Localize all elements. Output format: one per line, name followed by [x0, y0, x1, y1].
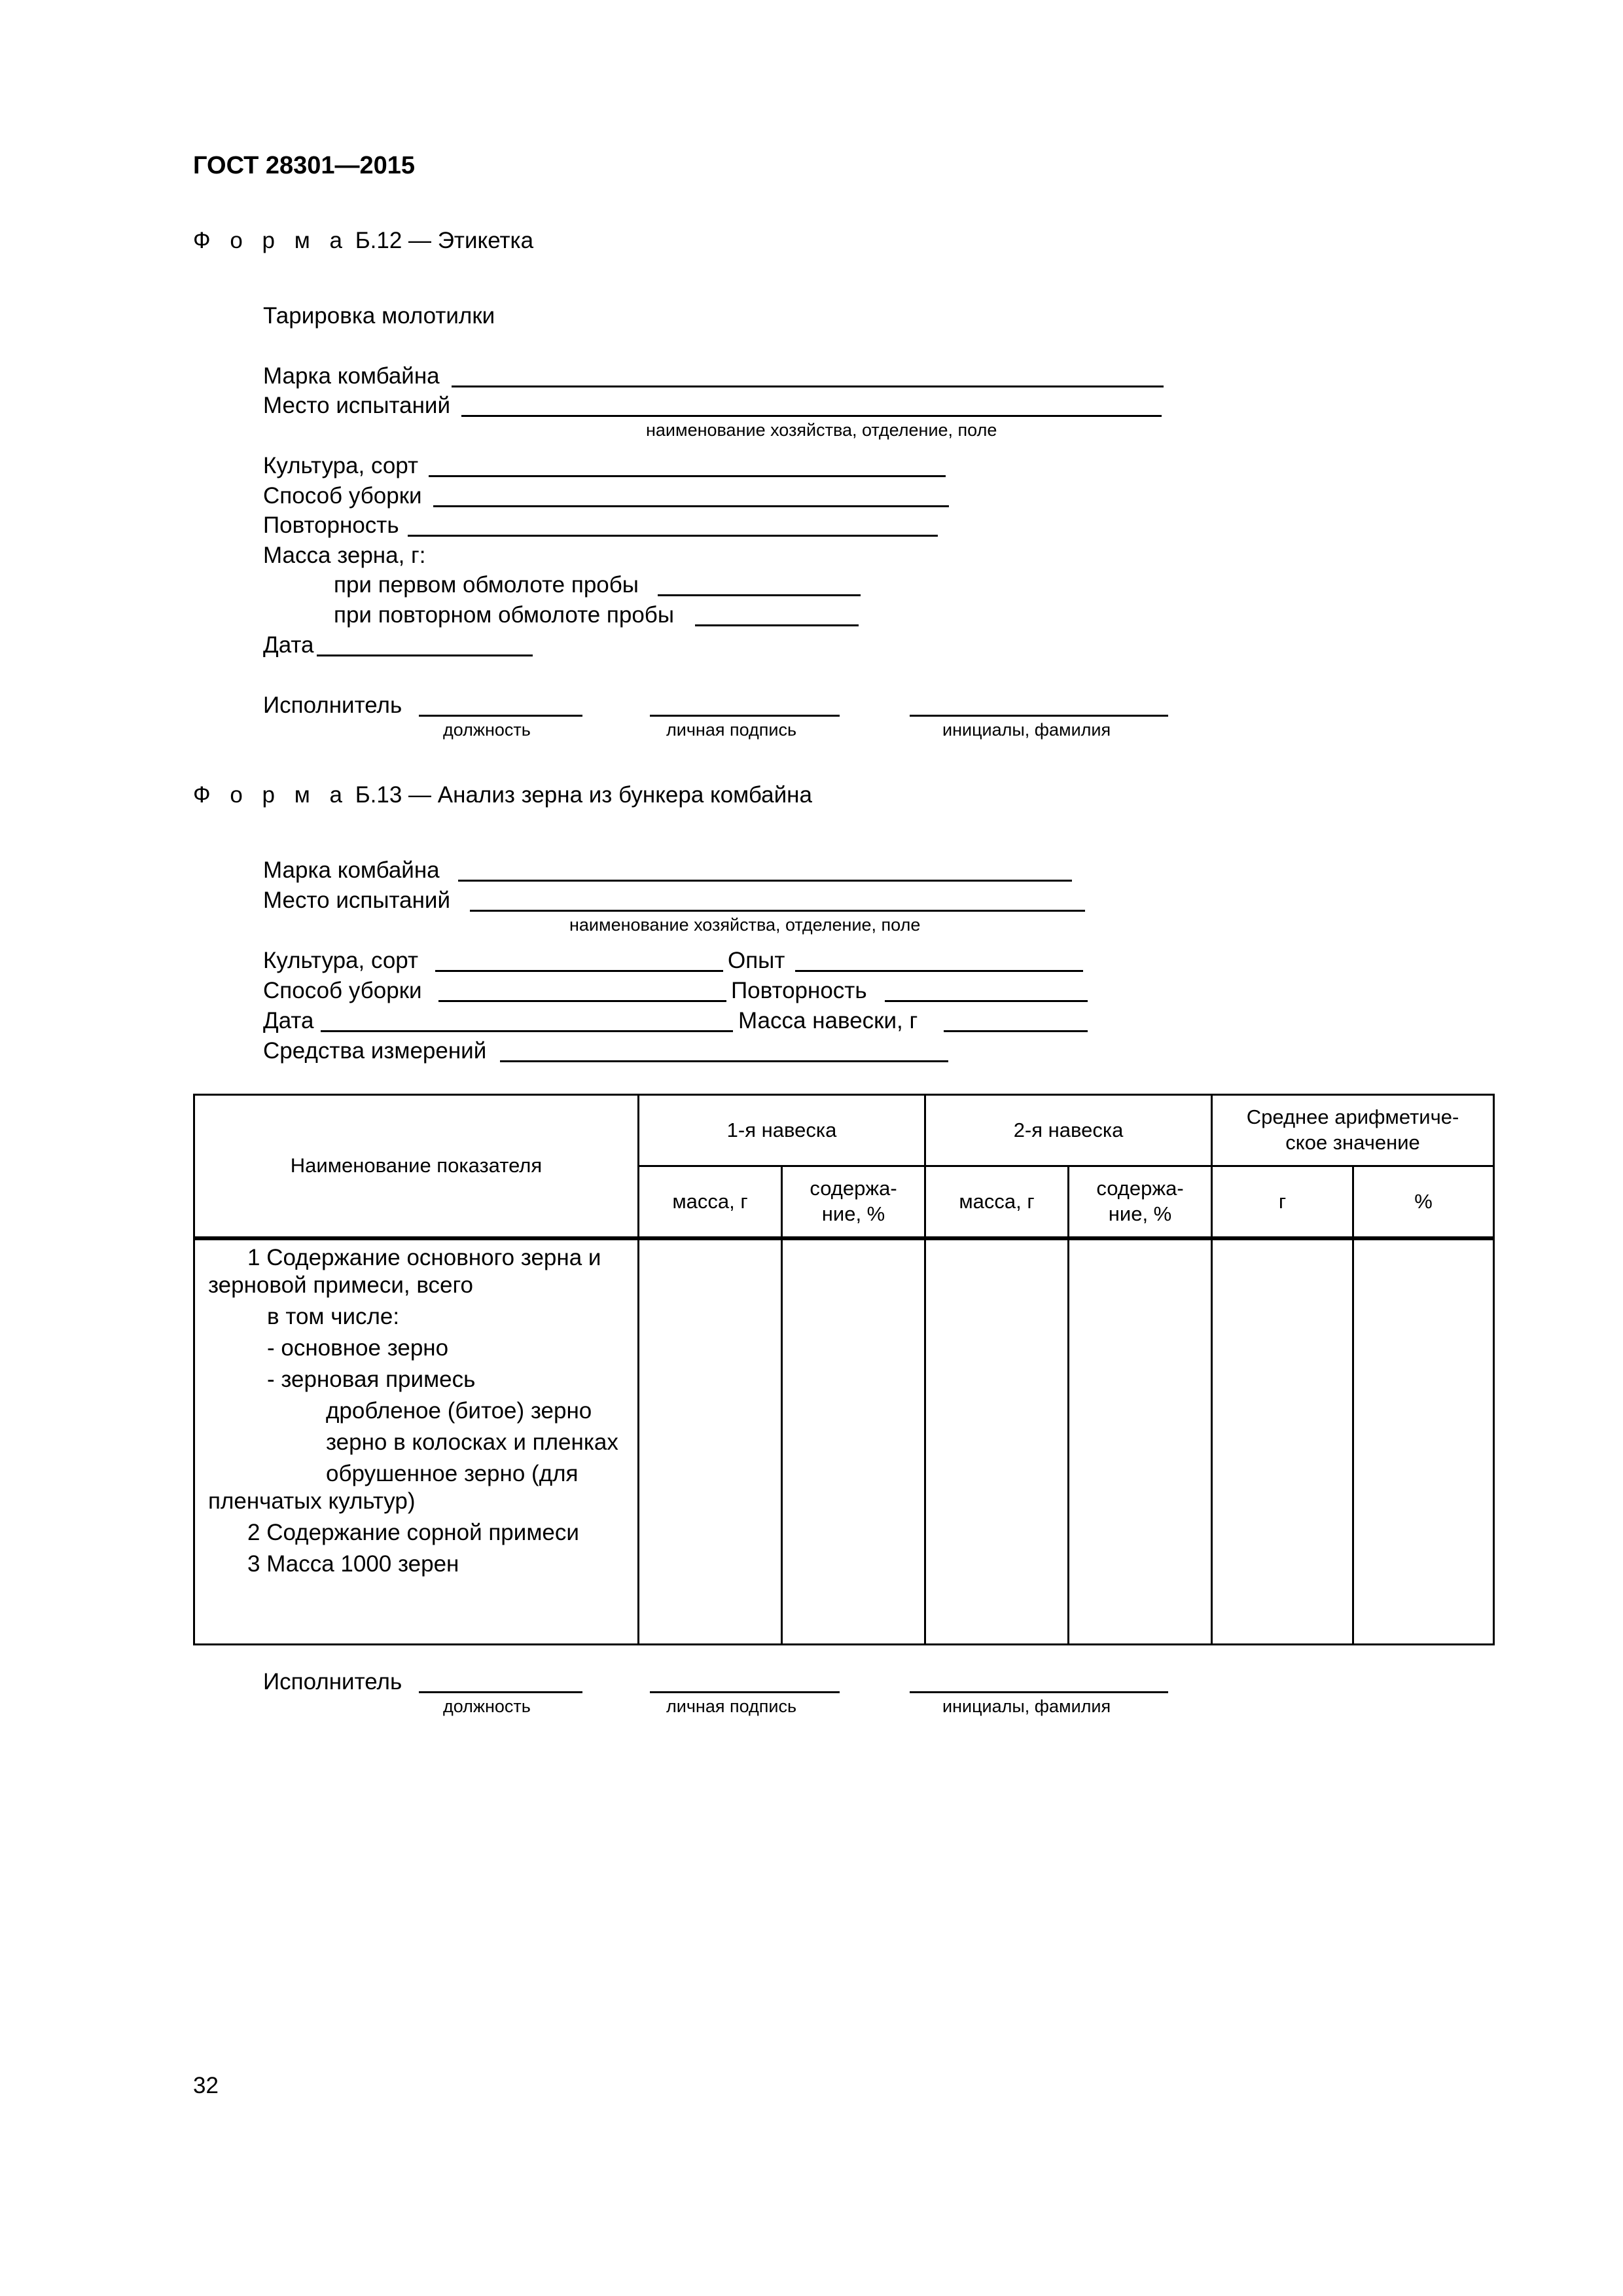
- indicator-item: дробленое (битое) зерно: [326, 1398, 592, 1424]
- header-sample1: 1-я навеска: [639, 1095, 925, 1166]
- field-line-first-threshing[interactable]: [658, 594, 861, 596]
- indicator-item: - основное зерно: [267, 1335, 449, 1361]
- indicator-item: в том числе:: [267, 1304, 400, 1329]
- field-line-measurement-means[interactable]: [500, 1060, 948, 1062]
- header-mean-line2: ское значение: [1285, 1131, 1420, 1154]
- field-line-sample-mass[interactable]: [944, 1030, 1088, 1032]
- field-line-combine-brand[interactable]: [452, 386, 1164, 387]
- form-word: Ф о р м а: [193, 782, 349, 808]
- label-harvest-method: Способ уборки: [263, 483, 422, 509]
- grain-analysis-table: [193, 1094, 1495, 1645]
- subheader-content: [782, 1166, 925, 1238]
- header-sample2: 2-я навеска: [925, 1095, 1212, 1166]
- caption-test-place: наименование хозяйства, отделение, поле: [569, 915, 921, 935]
- field-line-signature[interactable]: [650, 715, 840, 717]
- form-word: Ф о р м а: [193, 228, 349, 253]
- caption-position: должность: [443, 1696, 531, 1716]
- form-b12-title: [193, 229, 533, 252]
- caption-signature: личная подпись: [666, 720, 797, 740]
- indicator-list-cell: [194, 1240, 639, 1645]
- caption-initials: инициалы, фамилия: [942, 1696, 1111, 1716]
- indicator-list: [195, 1240, 637, 1587]
- form-b13-title: [193, 783, 812, 806]
- form-title-text: Б.13 — Анализ зерна из бункера комбайна: [355, 782, 812, 808]
- value-cell[interactable]: [925, 1240, 1069, 1645]
- label-sample-mass: Масса навески, г: [738, 1008, 918, 1033]
- value-cell[interactable]: [782, 1240, 925, 1645]
- label-repeat-threshing: при повторном обмолоте пробы: [334, 602, 675, 628]
- label-combine-brand: Марка комбайна: [263, 363, 440, 389]
- label-harvest-method: Способ уборки: [263, 978, 422, 1003]
- indicator-item: - зерновая примесь: [267, 1367, 476, 1392]
- subheader-content-line1: содержа-: [810, 1177, 897, 1200]
- field-line-date[interactable]: [321, 1030, 733, 1032]
- field-line-crop-variety[interactable]: [429, 475, 946, 477]
- field-line-crop-variety[interactable]: [435, 970, 723, 972]
- field-line-initials[interactable]: [910, 1691, 1168, 1693]
- header-mean: [1212, 1095, 1494, 1166]
- label-grain-mass: Масса зерна, г:: [263, 543, 426, 568]
- value-cell[interactable]: [1353, 1240, 1494, 1645]
- label-test-place: Место испытаний: [263, 888, 451, 913]
- header-mean-line1: Среднее арифметиче-: [1246, 1105, 1459, 1129]
- subheader-content: [1069, 1166, 1212, 1238]
- caption-initials: инициалы, фамилия: [942, 720, 1111, 740]
- indicator-item: 1 Содержание основного зерна и зерновой примеси, всего: [208, 1245, 601, 1298]
- field-line-harvest-method[interactable]: [438, 1000, 726, 1002]
- field-line-harvest-method[interactable]: [433, 505, 949, 507]
- page-number: 32: [193, 2073, 219, 2098]
- label-date: Дата: [263, 632, 314, 658]
- value-cell[interactable]: [639, 1240, 782, 1645]
- subheader-content-line2: ние, %: [1108, 1202, 1172, 1225]
- subheader-mass: масса, г: [925, 1166, 1069, 1238]
- subheader-percent: %: [1353, 1166, 1494, 1238]
- field-line-initials[interactable]: [910, 715, 1168, 717]
- field-line-signature[interactable]: [650, 1691, 840, 1693]
- field-line-repetition[interactable]: [885, 1000, 1088, 1002]
- table-header-row: [194, 1095, 1494, 1166]
- field-line-position[interactable]: [419, 1691, 582, 1693]
- label-repetition: Повторность: [263, 512, 399, 538]
- label-experiment: Опыт: [728, 948, 785, 973]
- label-date: Дата: [263, 1008, 314, 1033]
- label-test-place: Место испытаний: [263, 393, 451, 418]
- label-measurement-means: Средства измерений: [263, 1038, 487, 1064]
- field-line-repetition[interactable]: [408, 535, 938, 537]
- indicator-item: зерно в колосках и пленках: [326, 1429, 618, 1455]
- indicator-item: 2 Содержание сорной примеси: [247, 1520, 579, 1545]
- label-crop-variety: Культура, сорт: [263, 948, 419, 973]
- subheader-content-line1: содержа-: [1096, 1177, 1184, 1200]
- table-row: [194, 1240, 1494, 1645]
- indicator-item: обрушенное зерно (для пленчатых культур): [208, 1461, 579, 1514]
- field-line-test-place[interactable]: [470, 910, 1085, 912]
- document-code: ГОСТ 28301—2015: [193, 152, 416, 179]
- field-line-combine-brand[interactable]: [458, 880, 1072, 882]
- indicator-item: 3 Масса 1000 зерен: [247, 1551, 459, 1577]
- subheader-content-line2: ние, %: [821, 1202, 885, 1225]
- caption-signature: личная подпись: [666, 1696, 797, 1716]
- label-first-threshing: при первом обмолоте пробы: [334, 572, 639, 598]
- subheader-mass: масса, г: [639, 1166, 782, 1238]
- value-cell[interactable]: [1069, 1240, 1212, 1645]
- value-cell[interactable]: [1212, 1240, 1353, 1645]
- form-b12-subtitle: Тарировка молотилки: [263, 303, 495, 329]
- label-repetition: Повторность: [731, 978, 867, 1003]
- header-indicator: Наименование показателя: [194, 1095, 639, 1238]
- label-crop-variety: Культура, сорт: [263, 453, 419, 478]
- caption-position: должность: [443, 720, 531, 740]
- field-line-date[interactable]: [317, 655, 533, 656]
- field-line-test-place[interactable]: [461, 415, 1162, 417]
- form-title-text: Б.12 — Этикетка: [355, 228, 534, 253]
- caption-test-place: наименование хозяйства, отделение, поле: [646, 420, 997, 440]
- field-line-experiment[interactable]: [795, 970, 1083, 972]
- label-executor: Исполнитель: [263, 692, 402, 718]
- subheader-g: г: [1212, 1166, 1353, 1238]
- label-combine-brand: Марка комбайна: [263, 857, 440, 883]
- field-line-repeat-threshing[interactable]: [695, 624, 859, 626]
- label-executor: Исполнитель: [263, 1669, 402, 1695]
- field-line-position[interactable]: [419, 715, 582, 717]
